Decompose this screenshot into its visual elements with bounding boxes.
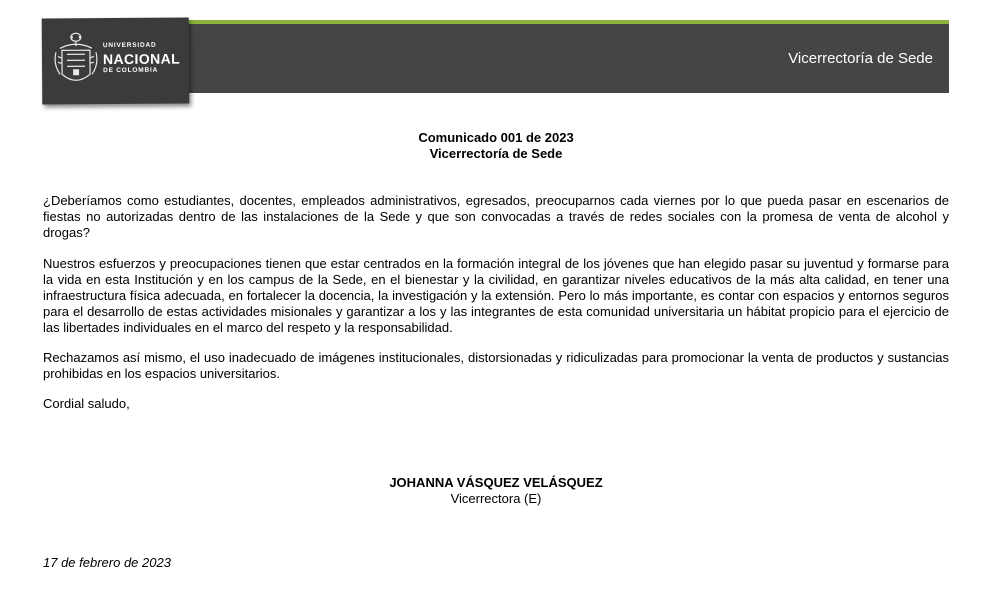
logo-line-1: UNIVERSIDAD — [102, 41, 157, 50]
university-seal-icon — [54, 30, 98, 86]
signature-role: Vicerrectora (E) — [450, 491, 542, 506]
paragraph-2: Nuestros esfuerzos y preocupaciones tienen que estar centrados en la formación integral de los jóvenes que han elegido pasar su juventud y formarse para la vida en esta Institución y en los campus de la Sede, en el bienestar y la civilidad, en garantizar niveles educativos de la más alta calidad, en tener una infraestructura física adecuada, en fortalecer la docencia, la investigación y la extensión. Pero lo más importante, es contar con espacios y entornos seguros para el desarrollo de estas actividades misionales y garantizar a los y las integrantes de esta comunidad universitaria un hábitat propicio para el ejercicio de las libertades individuales en el marco del respeto y la responsabilidad. — [43, 256, 949, 335]
university-logo[interactable] — [42, 17, 190, 104]
paragraph-3: Rechazamos así mismo, el uso inadecuado de imágenes institucionales, distorsionadas y ridiculizadas para promocionar la venta de productos y sustancias prohibidas en los espacios universitarios. — [43, 350, 949, 381]
header-title: Vicerrectoría de Sede — [788, 50, 933, 67]
logo-line-3: DE COLOMBIA — [103, 66, 159, 74]
closing-salutation: Cordial saludo, — [43, 396, 130, 411]
signature-name: JOHANNA VÁSQUEZ VELÁSQUEZ — [389, 475, 603, 490]
logo-line-2: NACIONAL — [102, 50, 181, 67]
document-subheading: Vicerrectoría de Sede — [429, 146, 563, 161]
paragraph-1: ¿Deberíamos como estudiantes, docentes, empleados administrativos, egresados, preocuparnos cada viernes por lo que pueda pasar en escenarios de fiestas no autorizadas dentro de las instalaciones de la Sede y que son convocadas a través de redes sociales con la promesa de venta de alcohol y drogas? — [43, 193, 949, 240]
logo-wordmark — [103, 43, 180, 75]
document-date: 17 de febrero de 2023 — [43, 555, 171, 570]
document-heading: Comunicado 001 de 2023 — [418, 130, 574, 145]
